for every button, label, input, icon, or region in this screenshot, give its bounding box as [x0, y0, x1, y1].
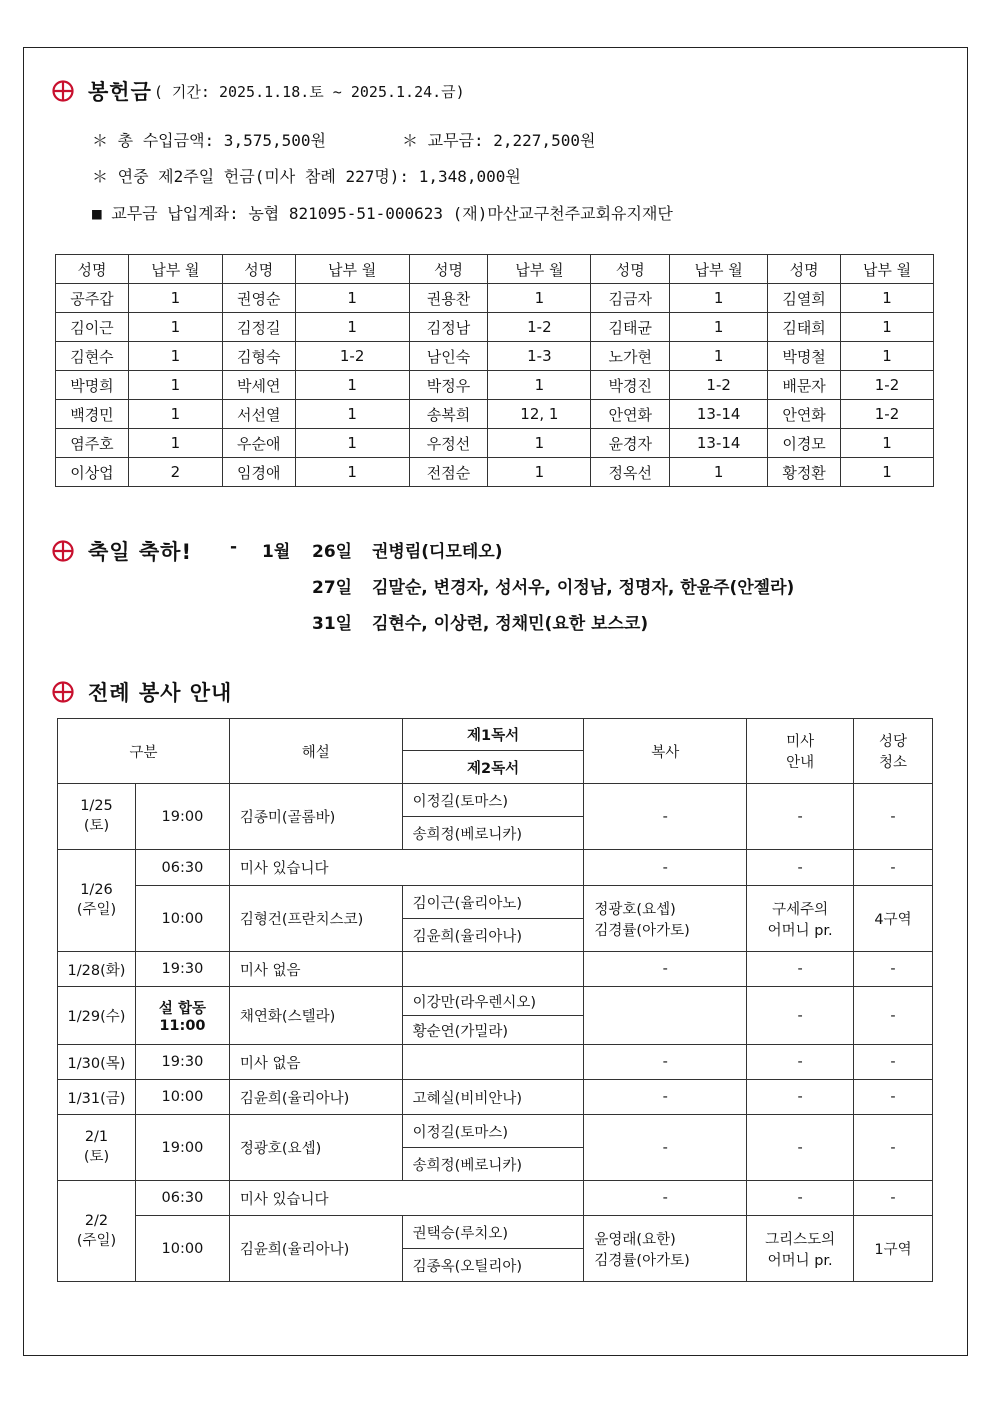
time-cell: 10:00 — [135, 1080, 229, 1115]
date-line1: 1/25 — [80, 798, 113, 814]
date-cell — [58, 1115, 136, 1181]
altar-server-cell: - — [584, 1115, 747, 1181]
header-month: 납부 월 — [841, 255, 934, 284]
donor-name: 김형숙 — [222, 342, 295, 371]
reader1-cell: 고혜실(비비안나) — [402, 1080, 584, 1115]
cleaning-cell: 4구역 — [854, 886, 933, 952]
paid-month: 1 — [841, 429, 934, 458]
donor-name: 송복희 — [409, 400, 488, 429]
altar-server-cell: - — [584, 1045, 747, 1080]
paid-month: 1 — [128, 371, 222, 400]
time-cell — [135, 987, 229, 1045]
date-line2: (토) — [83, 818, 110, 834]
altar-server-cell: - — [584, 952, 747, 987]
feast-names-31: 김현수, 이상련, 정채민(요한 보스코) — [372, 614, 649, 634]
donor-name: 박명희 — [56, 371, 129, 400]
mass-guide-cell: - — [747, 1181, 854, 1216]
feast-day-26: 26일 — [312, 542, 353, 562]
paid-month: 12, 1 — [488, 400, 591, 429]
time-cell: 06:30 — [135, 850, 229, 886]
church-dues-total: ＊ 교무금: 2,227,500원 — [402, 131, 596, 150]
donor-name: 김금자 — [591, 284, 670, 313]
altar-server-cell — [584, 987, 747, 1045]
donor-name: 김태균 — [591, 313, 670, 342]
donor-name: 정옥선 — [591, 458, 670, 487]
time-cell: 10:00 — [135, 1216, 229, 1282]
donor-name: 김현수 — [56, 342, 129, 371]
donor-name: 김태희 — [768, 313, 841, 342]
donor-name: 백경민 — [56, 400, 129, 429]
note-cell: 미사 없음 — [229, 1045, 402, 1080]
header-gubun: 구분 — [58, 719, 230, 784]
mass-guide-cell: - — [747, 1115, 854, 1181]
date-cell: 1/30(목) — [58, 1045, 136, 1080]
header-reading2: 제2독서 — [402, 751, 584, 784]
paid-month: 1-2 — [488, 313, 591, 342]
cleaning-cell: - — [854, 784, 933, 850]
time-cell: 06:30 — [135, 1181, 229, 1216]
donor-name: 김정길 — [222, 313, 295, 342]
time-cell: 10:00 — [135, 886, 229, 952]
header-mass-guide-l2: 안내 — [786, 755, 815, 771]
feast-day-27: 27일 — [312, 578, 353, 598]
paid-month: 1 — [670, 458, 768, 487]
mass-guide-cell: - — [747, 952, 854, 987]
paid-month: 1 — [128, 429, 222, 458]
paid-month: 1 — [488, 458, 591, 487]
bank-account: ■ 교무금 납입계좌: 농협 821095-51-000623 (재)마산교구천주교회유지재단 — [92, 204, 673, 223]
donor-name: 박정우 — [409, 371, 488, 400]
date-cell: 1/29(수) — [58, 987, 136, 1045]
date-line1: 2/2 — [84, 1212, 109, 1229]
altar-server-cell — [584, 1216, 747, 1282]
paid-month: 13-14 — [670, 400, 768, 429]
altar-server-cell: - — [584, 784, 747, 850]
donor-name: 공주갑 — [56, 284, 129, 313]
mass-guide-l1: 그리스도의 — [765, 1231, 836, 1248]
donation-table — [55, 254, 934, 487]
reader2-cell: 송희정(베로니카) — [402, 1148, 584, 1181]
paid-month: 1 — [488, 429, 591, 458]
header-name: 성명 — [591, 255, 670, 284]
donor-name: 남인숙 — [409, 342, 488, 371]
offering-title: 봉헌금 — [88, 80, 152, 104]
feast-dash: - — [230, 537, 238, 557]
note-cell: 미사 있습니다 — [229, 1181, 584, 1216]
paid-month: 1 — [295, 284, 409, 313]
date-line1: 1/26 — [80, 882, 113, 898]
commentator-cell: 김윤희(율리아나) — [229, 1216, 402, 1282]
offering-heading — [52, 76, 465, 106]
paid-month: 1-2 — [295, 342, 409, 371]
mass-guide-l2: 어머니 pr. — [767, 922, 833, 939]
table-row — [56, 342, 934, 371]
service-table — [57, 718, 933, 1282]
paid-month: 1 — [841, 284, 934, 313]
time-cell: 19:00 — [135, 1115, 229, 1181]
header-month: 납부 월 — [670, 255, 768, 284]
altar-server-cell — [584, 886, 747, 952]
paid-month: 1 — [841, 458, 934, 487]
time-cell: 19:30 — [135, 952, 229, 987]
paid-month: 1 — [670, 313, 768, 342]
donor-name: 전점순 — [409, 458, 488, 487]
mass-guide-cell: - — [747, 1080, 854, 1115]
header-reading1: 제1독서 — [402, 719, 584, 751]
mass-guide-cell: - — [747, 784, 854, 850]
feast-heading — [52, 536, 192, 566]
table-row — [56, 458, 934, 487]
paid-month: 1 — [841, 313, 934, 342]
donor-name: 박세연 — [222, 371, 295, 400]
reader1-cell: 이정길(토마스) — [402, 784, 584, 817]
service-heading — [52, 677, 232, 707]
donor-name: 우순애 — [222, 429, 295, 458]
reader-cell — [402, 1045, 584, 1080]
altar-server-cell: - — [584, 1080, 747, 1115]
cross-circle-icon — [52, 540, 74, 562]
mass-guide-cell: - — [747, 850, 854, 886]
donor-name: 권영순 — [222, 284, 295, 313]
sunday-offering: ＊ 연중 제2주일 헌금(미사 참례 227명): 1,348,000원 — [92, 167, 521, 186]
donor-name: 염주호 — [56, 429, 129, 458]
altar-server-2: 김경률(아가토) — [594, 1252, 690, 1269]
service-title: 전례 봉사 안내 — [88, 681, 233, 705]
donor-name: 우정선 — [409, 429, 488, 458]
paid-month: 1 — [670, 342, 768, 371]
time-cell: 19:00 — [135, 784, 229, 850]
donor-name: 이상업 — [56, 458, 129, 487]
reader-cell — [402, 952, 584, 987]
table-row — [56, 284, 934, 313]
donor-name: 임경애 — [222, 458, 295, 487]
commentator-cell: 정광호(요셉) — [229, 1115, 402, 1181]
mass-guide-cell — [747, 886, 854, 952]
header-mass-guide — [747, 719, 854, 784]
feast-names-27: 김말순, 변경자, 성서우, 이정남, 정명자, 한윤주(안젤라) — [372, 578, 795, 598]
offering-period: ( 기간: 2025.1.18.토 ~ 2025.1.24.금) — [153, 82, 465, 101]
paid-month: 1-2 — [841, 400, 934, 429]
time-line2: 11:00 — [159, 1018, 206, 1034]
header-cleaning — [854, 719, 933, 784]
reader2-cell: 김윤희(율리아나) — [402, 919, 584, 952]
paid-month: 1 — [128, 313, 222, 342]
altar-server-cell: - — [584, 1181, 747, 1216]
paid-month: 2 — [128, 458, 222, 487]
paid-month: 1 — [295, 429, 409, 458]
feast-names-26: 권병림(디모테오) — [372, 542, 503, 562]
total-income: ＊ 총 수입금액: 3,575,500원 — [92, 131, 326, 150]
table-row — [56, 371, 934, 400]
paid-month: 1 — [488, 371, 591, 400]
feast-day-31: 31일 — [312, 614, 353, 634]
paid-month: 13-14 — [670, 429, 768, 458]
commentator-cell: 김형건(프란치스코) — [229, 886, 402, 952]
table-row — [56, 429, 934, 458]
donor-name: 윤경자 — [591, 429, 670, 458]
mass-guide-l1: 구세주의 — [772, 901, 829, 918]
header-cleaning-l1: 성당 — [879, 734, 908, 750]
header-name: 성명 — [56, 255, 129, 284]
altar-server-1: 윤영래(요한) — [594, 1231, 676, 1248]
donor-name: 안연화 — [591, 400, 670, 429]
table-row — [56, 313, 934, 342]
mass-guide-cell: - — [747, 987, 854, 1045]
paid-month: 1 — [488, 284, 591, 313]
feast-month: 1월 — [262, 542, 291, 562]
reader1-cell: 김이근(율리아노) — [402, 886, 584, 919]
reader1-cell: 이정길(토마스) — [402, 1115, 584, 1148]
mass-guide-l2: 어머니 pr. — [767, 1252, 833, 1269]
table-row — [56, 400, 934, 429]
mass-guide-cell: - — [747, 1045, 854, 1080]
commentator-cell: 채연화(스텔라) — [229, 987, 402, 1045]
cleaning-cell: - — [854, 1080, 933, 1115]
header-altar-server: 복사 — [584, 719, 747, 784]
paid-month: 1-2 — [841, 371, 934, 400]
paid-month: 1 — [128, 342, 222, 371]
donor-name: 배문자 — [768, 371, 841, 400]
paid-month: 1 — [128, 284, 222, 313]
reader2-cell: 김종옥(오틸리아) — [402, 1249, 584, 1282]
donor-name: 김이근 — [56, 313, 129, 342]
mass-guide-cell — [747, 1216, 854, 1282]
date-line2: (주일) — [76, 1232, 117, 1249]
donor-name: 안연화 — [768, 400, 841, 429]
donor-name: 노가현 — [591, 342, 670, 371]
paid-month: 1-3 — [488, 342, 591, 371]
altar-server-1: 정광호(요셉) — [594, 901, 676, 918]
altar-server-cell: - — [584, 850, 747, 886]
date-line1: 2/1 — [84, 1129, 109, 1145]
paid-month: 1 — [841, 342, 934, 371]
reader2-cell: 황순연(가밀라) — [402, 1016, 584, 1045]
header-month: 납부 월 — [295, 255, 409, 284]
paid-month: 1 — [295, 313, 409, 342]
commentator-cell: 김윤희(율리아나) — [229, 1080, 402, 1115]
donor-name: 권용찬 — [409, 284, 488, 313]
cross-circle-icon — [52, 80, 74, 102]
donor-name: 이경모 — [768, 429, 841, 458]
cleaning-cell: 1구역 — [854, 1216, 933, 1282]
reader1-cell: 권택승(루치오) — [402, 1216, 584, 1249]
paid-month: 1-2 — [670, 371, 768, 400]
date-cell: 1/31(금) — [58, 1080, 136, 1115]
cross-circle-icon — [52, 681, 74, 703]
cleaning-cell: - — [854, 952, 933, 987]
date-cell — [58, 784, 136, 850]
header-commentary: 해설 — [229, 719, 402, 784]
cleaning-cell: - — [854, 1115, 933, 1181]
cleaning-cell: - — [854, 987, 933, 1045]
paid-month: 1 — [295, 458, 409, 487]
note-cell: 미사 있습니다 — [229, 850, 584, 886]
note-cell: 미사 없음 — [229, 952, 402, 987]
header-name: 성명 — [409, 255, 488, 284]
reader1-cell: 이강만(라우렌시오) — [402, 987, 584, 1016]
donor-name: 김열희 — [768, 284, 841, 313]
donor-name: 황정환 — [768, 458, 841, 487]
date-line2: (토) — [83, 1149, 110, 1165]
donor-name: 서선열 — [222, 400, 295, 429]
time-line1: 설 합동 — [158, 1001, 206, 1017]
cleaning-cell: - — [854, 1181, 933, 1216]
time-cell: 19:30 — [135, 1045, 229, 1080]
header-mass-guide-l1: 미사 — [786, 734, 815, 750]
date-cell — [58, 1181, 136, 1282]
donor-name: 박경진 — [591, 371, 670, 400]
feast-title: 축일 축하! — [88, 540, 193, 564]
donor-name: 김정남 — [409, 313, 488, 342]
header-name: 성명 — [768, 255, 841, 284]
reader2-cell: 송희정(베로니카) — [402, 817, 584, 850]
paid-month: 1 — [128, 400, 222, 429]
header-month: 납부 월 — [488, 255, 591, 284]
paid-month: 1 — [670, 284, 768, 313]
date-cell — [58, 850, 136, 952]
header-month: 납부 월 — [128, 255, 222, 284]
donor-name: 박명철 — [768, 342, 841, 371]
date-line2: (주일) — [76, 902, 117, 918]
paid-month: 1 — [295, 400, 409, 429]
cleaning-cell: - — [854, 1045, 933, 1080]
date-cell: 1/28(화) — [58, 952, 136, 987]
altar-server-2: 김경률(아가토) — [594, 922, 690, 939]
commentator-cell: 김종미(골롬바) — [229, 784, 402, 850]
header-name: 성명 — [222, 255, 295, 284]
cleaning-cell: - — [854, 850, 933, 886]
header-cleaning-l2: 청소 — [879, 755, 908, 771]
paid-month: 1 — [295, 371, 409, 400]
